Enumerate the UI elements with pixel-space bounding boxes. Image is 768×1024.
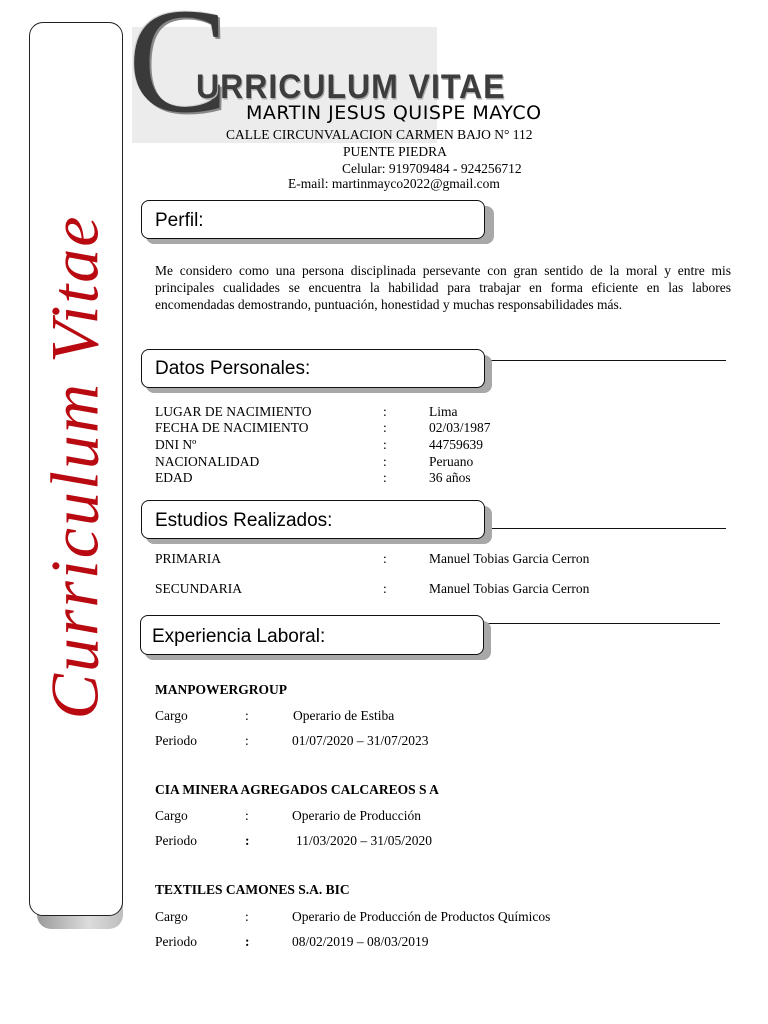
profile-text: Me considero como una persona disciplinada persevante con gran sentido de la moral y entre mis principales cualidades se encuentra la habilidad para trabajar en forma eficiente en las labores encomendadas demostrando, puntuación, honestidad y muchas responsabilidades más. — [155, 263, 731, 312]
separator: : — [245, 934, 250, 949]
separator: : — [383, 454, 387, 469]
section-profile-title: Perfil: — [155, 210, 204, 231]
company-name: CIA MINERA AGREGADOS CALCAREOS S A — [155, 782, 439, 797]
personal-label: FECHA DE NACIMIENTO — [155, 420, 309, 435]
periodo-label: Periodo — [155, 733, 197, 748]
personal-value: Peruano — [429, 454, 474, 469]
address: CALLE CIRCUNVALACION CARMEN BAJO N° 112 — [226, 127, 533, 142]
study-school: Manuel Tobias Garcia Cerron — [429, 551, 590, 566]
phone: Celular: 919709484 - 924256712 — [342, 161, 522, 176]
personal-label: EDAD — [155, 470, 193, 485]
periodo-value: 11/03/2020 – 31/05/2020 — [296, 833, 433, 848]
district: PUENTE PIEDRA — [343, 144, 447, 159]
separator: : — [383, 420, 387, 435]
separator: : — [383, 470, 387, 485]
section-studies-title: Estudios Realizados: — [155, 510, 333, 531]
periodo-label: Periodo — [155, 934, 197, 949]
cargo-label: Cargo — [155, 708, 188, 723]
separator: : — [383, 404, 387, 419]
separator: : — [245, 733, 249, 748]
section-experience-title: Experiencia Laboral: — [152, 626, 326, 647]
personal-label: DNI Nº — [155, 437, 197, 452]
study-level: SECUNDARIA — [155, 581, 243, 596]
periodo-value: 08/02/2019 – 08/03/2019 — [292, 934, 429, 949]
separator: : — [245, 808, 249, 823]
separator: : — [245, 708, 249, 723]
separator: : — [383, 581, 387, 596]
section-personal-title: Datos Personales: — [155, 358, 311, 379]
section-rule — [486, 360, 726, 361]
separator: : — [383, 437, 387, 452]
personal-value: 44759639 — [429, 437, 483, 452]
cargo-value: Operario de Estiba — [293, 708, 395, 723]
cargo-value: Operario de Producción — [292, 808, 421, 823]
company-name: TEXTILES CAMONES S.A. BIC — [155, 882, 350, 897]
sidebar-title: Curriculum Vitae — [36, 214, 113, 720]
cargo-label: Cargo — [155, 909, 188, 924]
separator: : — [383, 551, 387, 566]
email: E-mail: martinmayco2022@gmail.com — [288, 176, 500, 191]
section-rule — [486, 623, 720, 624]
personal-value: Lima — [429, 404, 458, 419]
personal-value: 02/03/1987 — [429, 420, 491, 435]
periodo-value: 01/07/2020 – 31/07/2023 — [292, 733, 429, 748]
study-school: Manuel Tobias Garcia Cerron — [429, 581, 590, 596]
cargo-value: Operario de Producción de Productos Químicos — [292, 909, 551, 924]
personal-value: 36 años — [429, 470, 471, 485]
logo-title: URRICULUM VITAE — [196, 66, 506, 106]
personal-label: NACIONALIDAD — [155, 454, 260, 469]
separator: : — [245, 833, 250, 848]
logo-initial: C — [128, 0, 229, 144]
study-level: PRIMARIA — [155, 551, 222, 566]
applicant-name: MARTIN JESUS QUISPE MAYCO — [246, 102, 542, 124]
personal-label: LUGAR DE NACIMIENTO — [155, 404, 312, 419]
periodo-label: Periodo — [155, 833, 197, 848]
company-name: MANPOWERGROUP — [155, 682, 287, 697]
section-rule — [486, 528, 726, 529]
cargo-label: Cargo — [155, 808, 188, 823]
separator: : — [245, 909, 249, 924]
